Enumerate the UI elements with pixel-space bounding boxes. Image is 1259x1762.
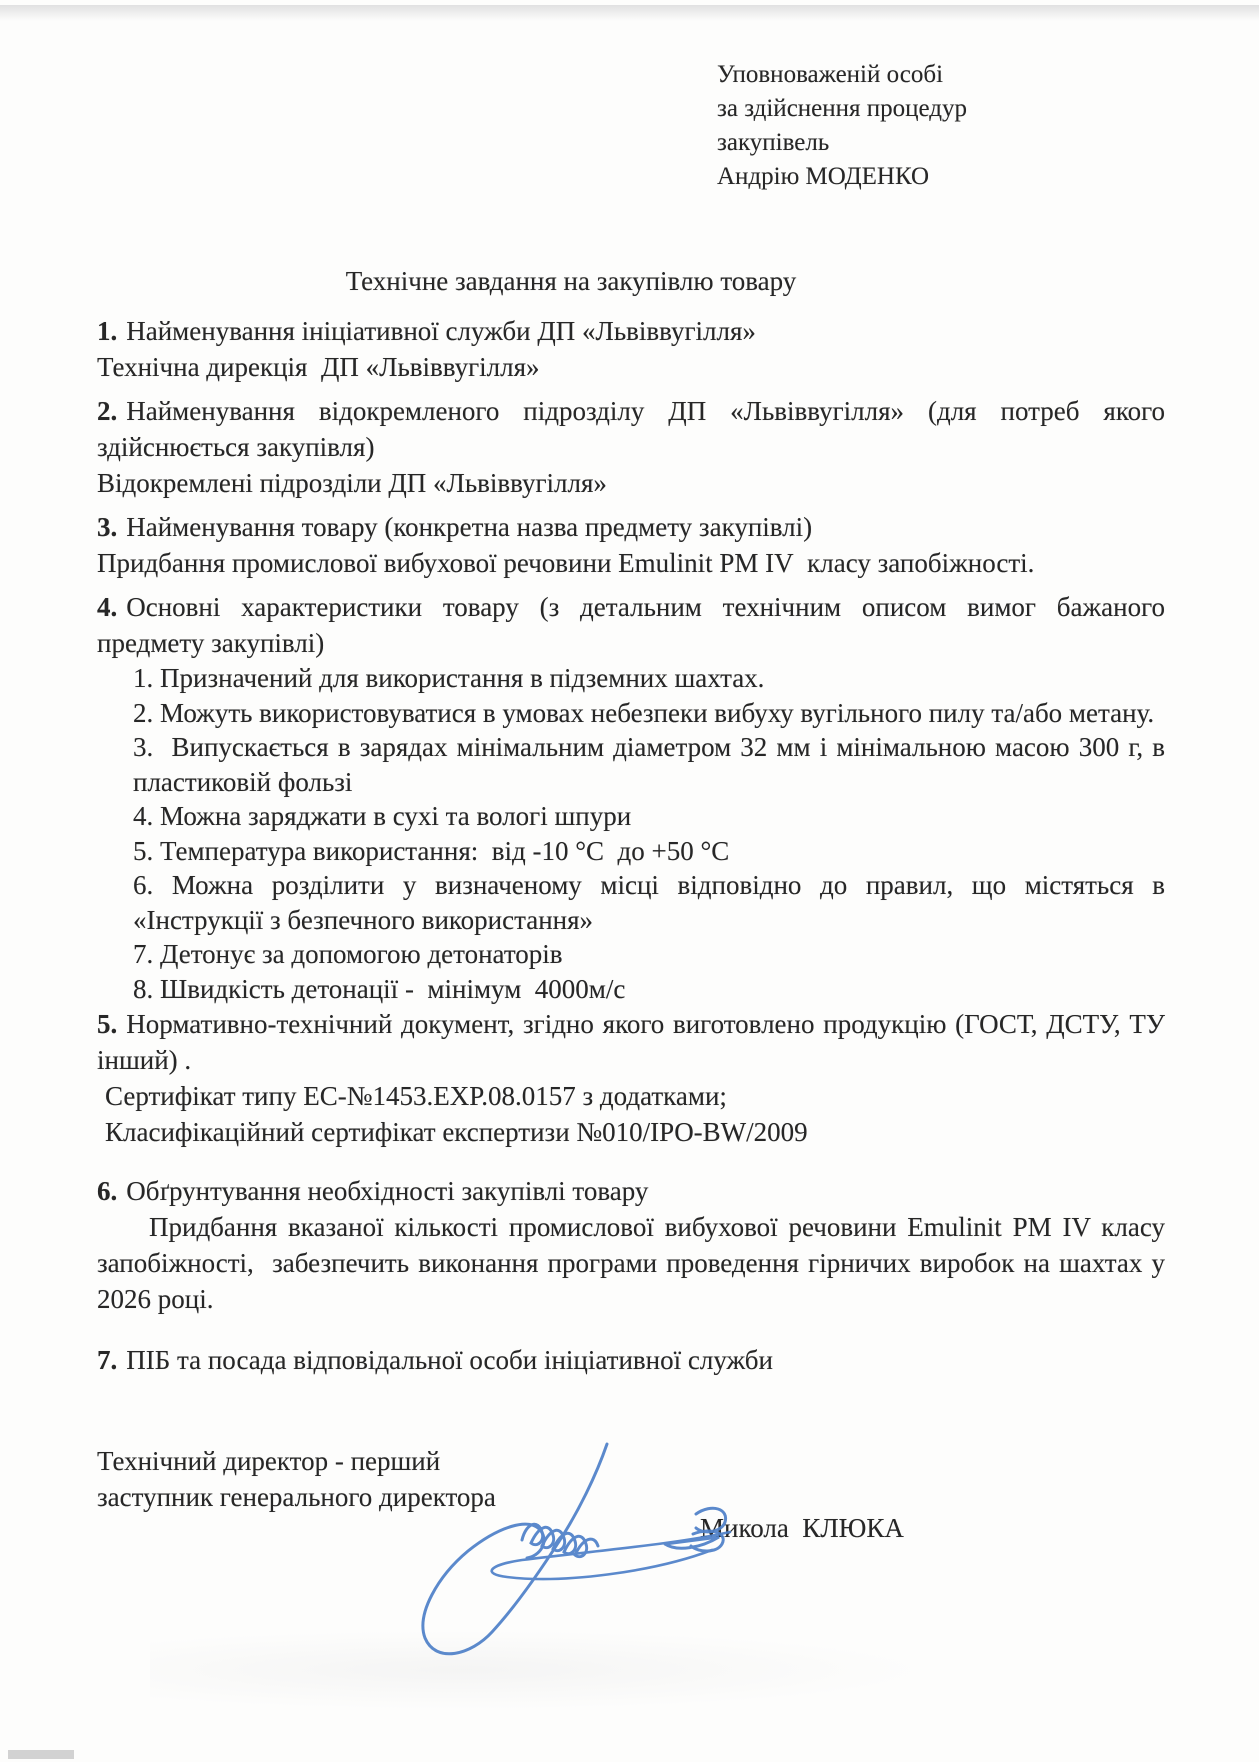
section-heading-text: ПІБ та посада відповідальної особи ініціативної служби bbox=[126, 1345, 773, 1375]
signer-role bbox=[97, 1443, 1165, 1515]
section-6-heading bbox=[97, 1173, 1165, 1209]
spec-item: 1. Призначений для використання в підземних шахтах. bbox=[133, 663, 765, 693]
addressee-line: за здійснення процедур bbox=[717, 95, 968, 122]
section-number: 6. bbox=[97, 1176, 118, 1206]
spec-item: 5. Температура використання: від -10 °С до +50 °С bbox=[133, 835, 730, 866]
section-number: 2. bbox=[97, 396, 118, 426]
spec-item: 6. Можна розділити у визначеному місці відповідно до правил, що містяться в «Інструкції з безпечного використання» bbox=[133, 870, 1165, 935]
spec-item: 8. Швидкість детонації - мінімум 4000м/с bbox=[133, 973, 626, 1004]
section-heading-text: Основні характеристики товару (з детальним технічним описом вимог бажаного предмету закупівлі) bbox=[97, 592, 1165, 658]
certificate-line: Сертифікат типу ЕС-№1453.EXP.08.0157 з додатками; bbox=[105, 1081, 727, 1111]
signer-role-line: заступник генерального директора bbox=[97, 1482, 496, 1512]
section-heading-text: Найменування товару (конкретна назва предмету закупівлі) bbox=[126, 512, 813, 542]
spec-item: 7. Детонує за допомогою детонаторів bbox=[133, 939, 563, 969]
section-2-heading bbox=[97, 393, 1165, 465]
section-heading-text: Найменування ініціативної служби ДП «Львіввугілля» bbox=[126, 316, 756, 346]
section-heading-text: Найменування відокремленого підрозділу ДП «Львіввугілля» (для потреб якого здійснюється закупівля) bbox=[97, 396, 1165, 462]
section-number: 4. bbox=[97, 592, 118, 622]
section-number: 5. bbox=[97, 1009, 118, 1039]
section-heading-text: Нормативно-технічний документ, згідно якого виготовлено продукцію (ГОСТ, ДСТУ, ТУ інший) . bbox=[97, 1009, 1165, 1075]
addressee-line: закупівель bbox=[717, 129, 830, 156]
scan-artifact-bottom-corner bbox=[8, 1750, 74, 1759]
spec-item: 3. Випускається в зарядах мінімальним діаметром 32 мм і мінімальною масою 300 г, в пластиковій фользі bbox=[133, 732, 1165, 797]
addressee-line: Уповноваженій особі bbox=[717, 61, 944, 88]
section-heading-text: Обґрунтування необхідності закупівлі товару bbox=[126, 1176, 649, 1206]
scan-artifact-smudge bbox=[150, 1630, 930, 1710]
spec-item: 2. Можуть використовуватися в умовах небезпеки вибуху вугільного пилу та/або метану. bbox=[133, 697, 1155, 728]
section-5-heading bbox=[97, 1006, 1165, 1078]
certificate-line: Класифікаційний сертифікат експертизи №010/IPO-BW/2009 bbox=[105, 1117, 808, 1147]
section-1-heading bbox=[97, 313, 1165, 349]
section-number: 1. bbox=[97, 316, 118, 346]
section-1-answer: Технічна дирекція ДП «Львіввугілля» bbox=[97, 352, 540, 382]
section-number: 7. bbox=[97, 1345, 118, 1375]
section-3-answer: Придбання промислової вибухової речовини Emulinit PM IV класу запобіжності. bbox=[97, 548, 1035, 578]
section-3-heading bbox=[97, 509, 1165, 545]
document-title: Технічне завдання на закупівлю товару bbox=[345, 266, 797, 296]
section-number: 3. bbox=[97, 512, 118, 542]
document-body bbox=[97, 0, 1165, 1515]
addressee-line: Андрію МОДЕНКО bbox=[717, 163, 930, 190]
section-2-answer: Відокремлені підрозділи ДП «Львіввугілля» bbox=[97, 468, 607, 498]
signer-name: Микола КЛЮКА bbox=[700, 1513, 904, 1543]
justification-paragraph: Придбання вказаної кількості промислової вибухової речовини Emulinit PM IV класу запобіжності, забезпечить виконання програми проведення гірничих виробок на шахтах у 2026 році. bbox=[97, 1212, 1165, 1314]
section-7-heading bbox=[97, 1342, 1165, 1378]
signer-role-line: Технічний директор - перший bbox=[97, 1446, 441, 1476]
section-4-heading bbox=[97, 589, 1165, 661]
spec-item: 4. Можна заряджати в сухі та вологі шпури bbox=[133, 801, 632, 831]
